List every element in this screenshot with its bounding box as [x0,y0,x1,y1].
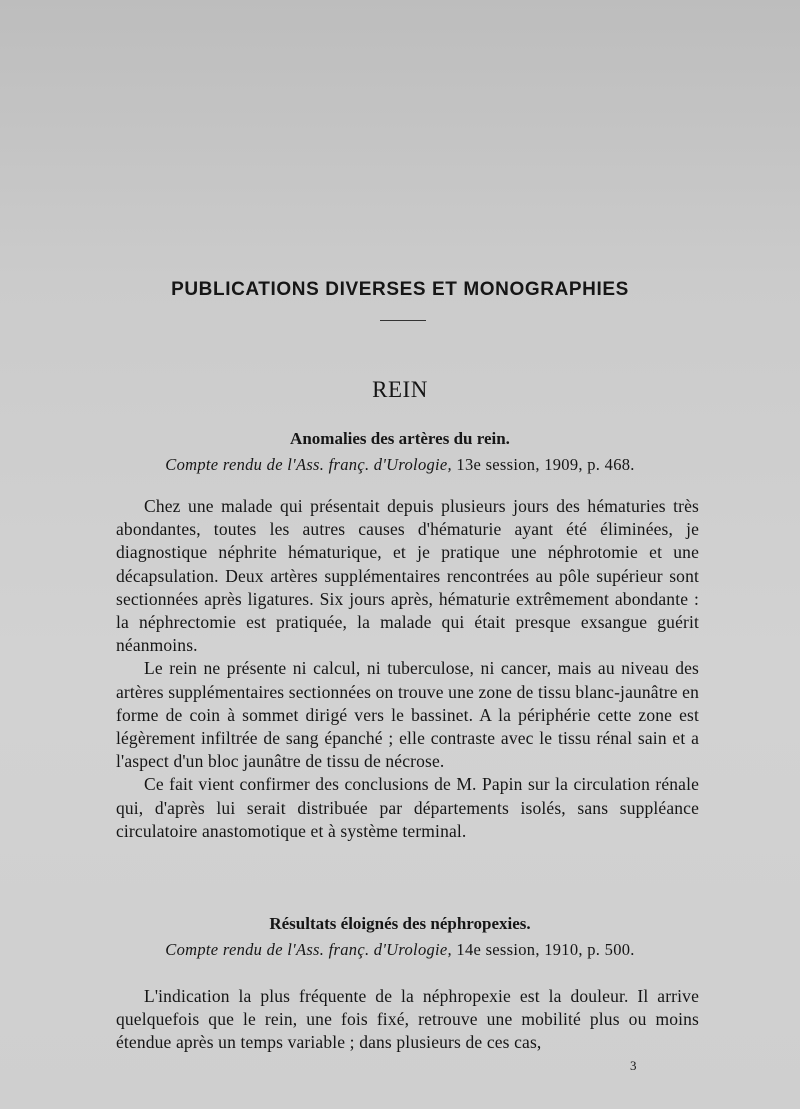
section-title: PUBLICATIONS DIVERSES ET MONOGRAPHIES [171,279,629,300]
title-divider [380,320,426,321]
article-reference [0,455,800,475]
reference-details: 13e session, 1909, p. 468. [456,455,635,474]
article-body [116,985,699,1055]
paragraph: Le rein ne présente ni calcul, ni tuberculose, ni cancer, mais au niveau des artères supplémentaires sectionnées on trouve une zone de tissu blanc-jaunâtre en forme de coin à sommet dirigé vers le bassinet. A la périphérie cette zone est légèrement infiltrée de sang épanché ; elle contraste avec le tissu rénal sain et a l'aspect d'un bloc jaunâtre de tissu de nécrose. [116,658,699,772]
article-title: Anomalies des artères du rein. [290,429,510,448]
page-number: 3 [630,1058,637,1073]
article-body [116,495,699,843]
chapter-title: REIN [372,377,428,402]
reference-details: 14e session, 1910, p. 500. [456,940,635,959]
paragraph: Ce fait vient confirmer des conclusions de M. Papin sur la circulation rénale qui, d'après lui serait distribuée par départements isolés, sans suppléance circulatoire anastomotique et à système terminal. [116,774,699,841]
reference-source: Compte rendu de l'Ass. franç. d'Urologie, [165,940,452,959]
reference-source: Compte rendu de l'Ass. franç. d'Urologie, [165,455,452,474]
paragraph: L'indication la plus fréquente de la néphropexie est la douleur. Il arrive quelquefois que le rein, une fois fixé, retrouve une mobilité plus ou moins étendue après un temps variable ; dans plusieurs de ces cas, [116,986,699,1053]
paragraph: Chez une malade qui présentait depuis plusieurs jours des hématuries très abondantes, toutes les autres causes d'hématurie ayant été éliminées, je diagnostique néphrite hématurique, et je pratique une néphrotomie et une décapsulation. Deux artères supplémentaires rencontrées au pôle supérieur sont sectionnées après ligatures. Six jours après, hématurie extrêmement abondante : la néphrectomie est pratiquée, la malade qui était presque exsangue guérit néanmoins. [116,496,699,656]
article-title: Résultats éloignés des néphropexies. [269,914,531,933]
article-reference [0,940,800,960]
